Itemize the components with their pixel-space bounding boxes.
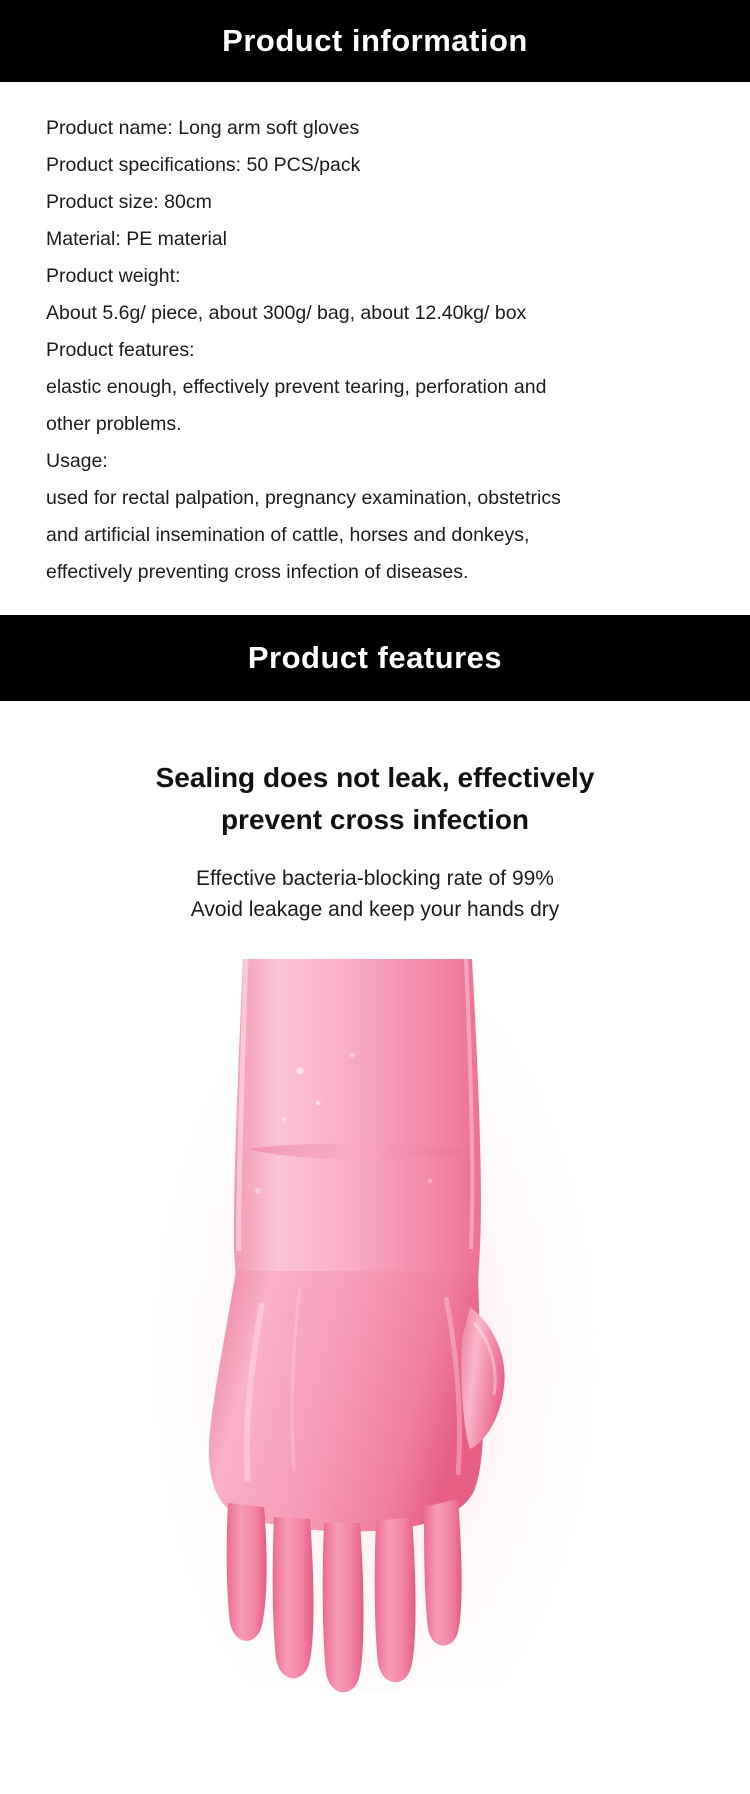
- product-information-block: [0, 82, 750, 615]
- info-line: Material: PE material: [46, 228, 227, 250]
- feature-headline-line-2: prevent cross infection: [220, 804, 530, 835]
- feature-subtext-line-1: Effective bacteria-blocking rate of 99%: [196, 867, 554, 890]
- info-line: Usage:: [46, 450, 108, 472]
- info-line: and artificial insemination of cattle, horses and donkeys,: [46, 524, 530, 546]
- info-line: Product name: Long arm soft gloves: [46, 117, 360, 139]
- info-line: About 5.6g/ piece, about 300g/ bag, about 12.40kg/ box: [46, 302, 527, 324]
- info-line: other problems.: [46, 413, 182, 435]
- info-line: Product features:: [46, 339, 195, 361]
- glove-illustration: [0, 951, 750, 1721]
- info-line: Product size: 80cm: [46, 191, 212, 213]
- product-features-block: [0, 701, 750, 925]
- info-line: Product specifications: 50 PCS/pack: [46, 154, 361, 176]
- product-photo: [0, 951, 750, 1721]
- feature-subtext-line-2: Avoid leakage and keep your hands dry: [190, 898, 560, 921]
- feature-headline-line-1: Sealing does not leak, effectively: [155, 762, 595, 793]
- section-banner-product-features: Product features: [0, 615, 750, 701]
- info-line: used for rectal palpation, pregnancy examination, obstetrics: [46, 487, 561, 509]
- section-banner-product-information: Product information: [0, 0, 750, 82]
- info-line: Product weight:: [46, 265, 181, 287]
- info-line: effectively preventing cross infection of diseases.: [46, 561, 469, 583]
- info-line: elastic enough, effectively prevent tearing, perforation and: [46, 376, 547, 398]
